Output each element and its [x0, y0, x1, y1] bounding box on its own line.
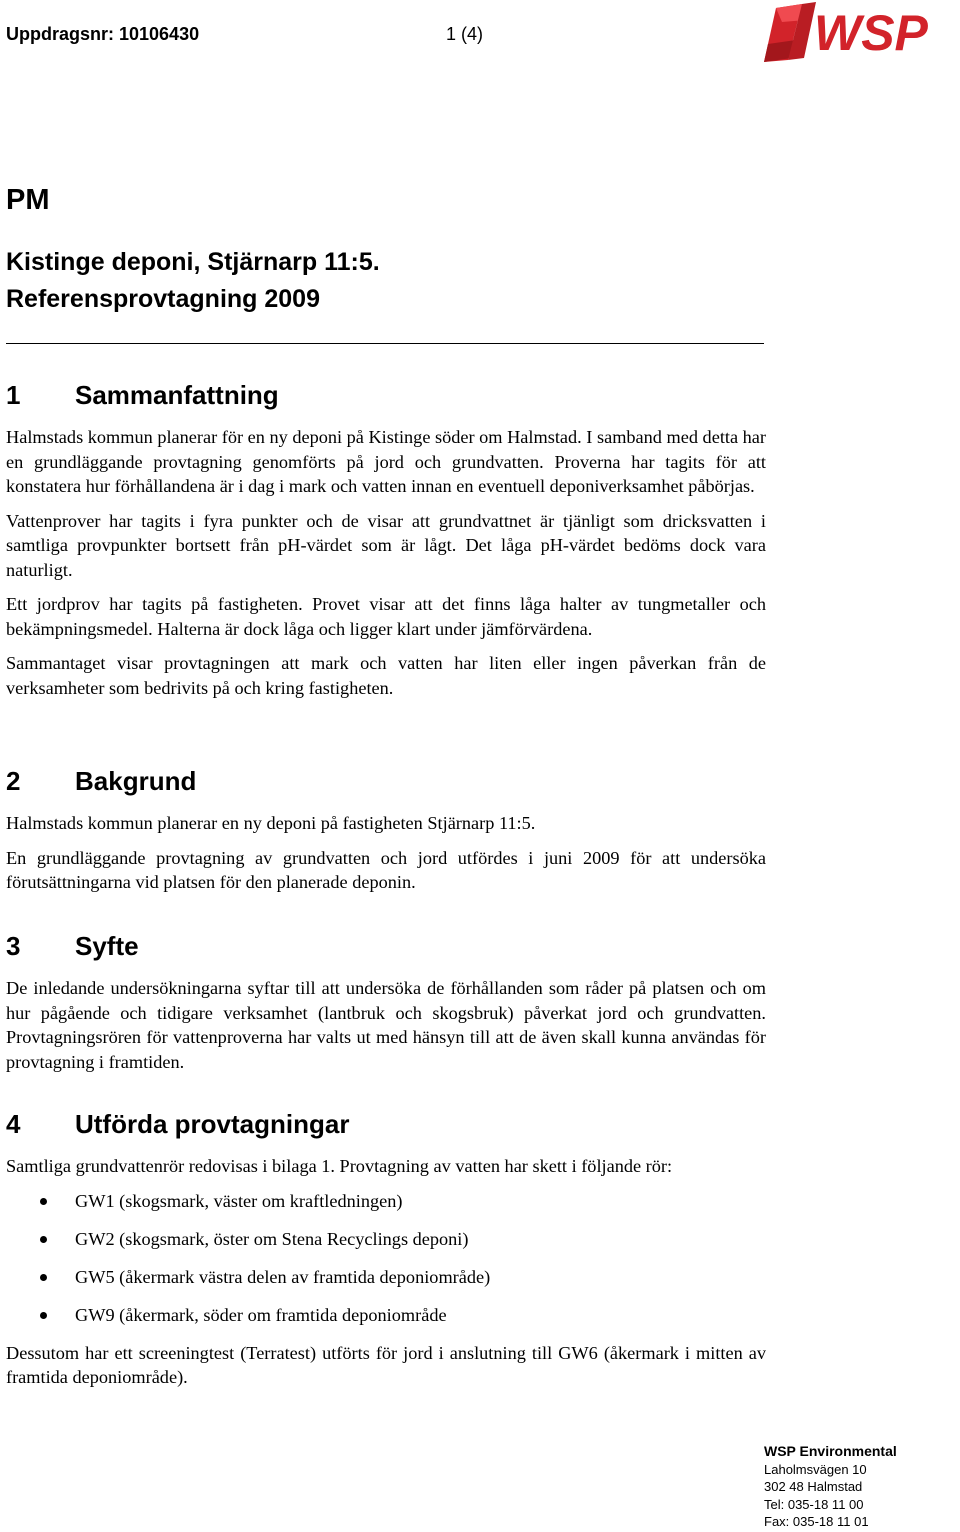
- document-title: [6, 244, 380, 318]
- section-heading: [6, 766, 766, 797]
- paragraph: Dessutom har ett screeningtest (Terratest) utförts för jord i anslutning till GW6 (åkermark i mitten av framtida deponiområde).: [6, 1342, 766, 1387]
- list-item: GW2 (skogsmark, öster om Stena Recyclings deponi): [6, 1227, 766, 1252]
- section-title: Bakgrund: [75, 766, 197, 796]
- section-utforda-provtagningar: [6, 1109, 766, 1400]
- section-title: Syfte: [75, 931, 139, 961]
- section-number: 3: [6, 931, 21, 961]
- section-bakgrund: [6, 766, 766, 905]
- section-number: 2: [6, 766, 21, 796]
- page-number: 1 (4): [446, 24, 484, 44]
- doc-type: PM: [6, 184, 50, 216]
- section-title: Sammanfattning: [75, 380, 279, 410]
- section-sammanfattning: [6, 380, 766, 710]
- section-number: 1: [6, 380, 21, 410]
- sample-point-list: [6, 1189, 766, 1328]
- paragraph: Samtliga grundvattenrör redovisas i bilaga 1. Provtagning av vatten har skett i följande rör:: [6, 1156, 673, 1176]
- phone-number: Tel: 035-18 11 00: [764, 1496, 864, 1512]
- bullet-icon: [40, 1236, 47, 1243]
- section-heading: [6, 380, 766, 411]
- fax-number: Fax: 035-18 11 01: [764, 1514, 869, 1530]
- city-address: 302 48 Halmstad: [764, 1479, 863, 1495]
- bullet-icon: [40, 1274, 47, 1281]
- paragraph: Vattenprover har tagits i fyra punkter och de visar att grundvattnet är tjänligt som dricksvatten i samtliga provpunkter bortsett från pH-värdet som är lågt. Det låga pH-värdet bedöms dock vara naturligt.: [6, 510, 766, 580]
- paragraph: De inledande undersökningarna syftar till att undersöka de förhållanden som råder på platsen och om hur pågående och tidigare verksamhet (lantbruk och skogsbruk) påverkat jord och grundvatten. Provtagningsrören för vattenproverna har valts ut med hänsyn till att de även skall kunna användas för provtagning i framtiden.: [6, 978, 766, 1072]
- logo-text: WSP: [814, 5, 928, 61]
- list-item: GW5 (åkermark västra delen av framtida deponiområde): [6, 1265, 766, 1290]
- list-item: GW9 (åkermark, söder om framtida deponiområde: [6, 1303, 766, 1328]
- bullet-icon: [40, 1198, 47, 1205]
- street-address: Laholmsvägen 10: [764, 1461, 867, 1477]
- title-divider: [6, 343, 764, 344]
- paragraph: Sammantaget visar provtagningen att mark och vatten har liten eller ingen påverkan från de verksamheter som bedrivits på och kring fastigheten.: [6, 653, 766, 698]
- paragraph: En grundläggande provtagning av grundvatten och jord utfördes i juni 2009 för att undersöka förutsättningarna vid platsen för den planerade deponin.: [6, 847, 766, 892]
- section-title: Utförda provtagningar: [75, 1109, 350, 1139]
- assignment-number: Uppdragsnr: 10106430: [6, 24, 200, 44]
- title-line-2: Referensprovtagning 2009: [6, 285, 320, 313]
- title-line-1: Kistinge deponi, Stjärnarp 11:5.: [6, 248, 380, 276]
- section-heading: [6, 931, 766, 962]
- company-name: WSP Environmental: [764, 1443, 897, 1459]
- paragraph: Halmstads kommun planerar för en ny deponi på Kistinge söder om Halmstad. I samband med detta har en grundläggande provtagning genomförts på jord och grundvatten. Proverna har tagits för att konstatera hur förhållandena är i dag i mark och vatten innan en eventuell deponiverksamhet påbörjas.: [6, 427, 767, 496]
- section-syfte: [6, 931, 766, 1084]
- section-number: 4: [6, 1109, 21, 1139]
- section-heading: [6, 1109, 766, 1140]
- wsp-logo: [762, 0, 960, 64]
- bullet-icon: [40, 1312, 47, 1319]
- paragraph: Ett jordprov har tagits på fastigheten. Provet visar att det finns låga halter av tungmetaller och bekämpningsmedel. Halterna är dock låga och ligger klart under jämförvärdena.: [6, 594, 766, 639]
- paragraph: Halmstads kommun planerar en ny deponi på fastigheten Stjärnarp 11:5.: [6, 813, 536, 833]
- company-address: [764, 1443, 897, 1531]
- list-item: GW1 (skogsmark, väster om kraftledningen): [6, 1189, 766, 1214]
